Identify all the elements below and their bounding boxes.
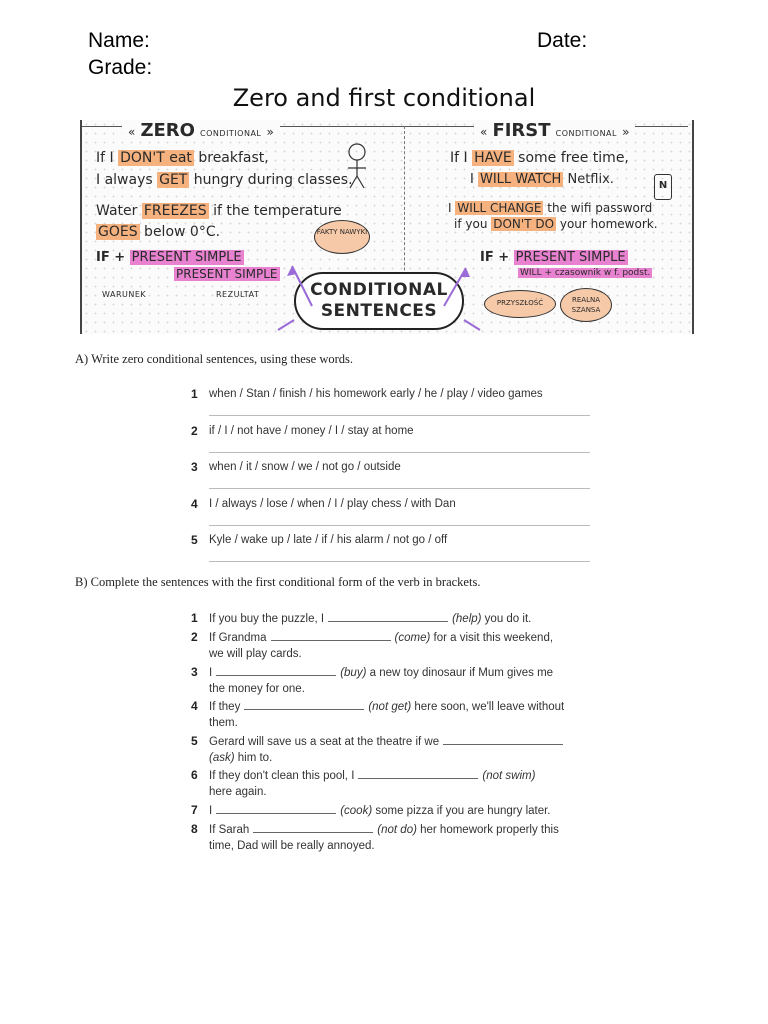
item-number: 5 [191,533,198,547]
answer-blank[interactable] [358,767,478,779]
sentence-end: you do it. [481,613,532,625]
prompt-text: if / I / not have / money / I / stay at home [209,425,414,437]
prompt-text: I / always / lose / when / I / play chess / with Dan [209,498,456,510]
verb-hint: (not do) [377,824,417,836]
verb-hint: (not get) [368,701,412,713]
sentence [209,629,599,662]
answer-line[interactable] [209,488,590,489]
sentence-continuation: here again. [209,786,267,798]
sentence-start: I [209,805,213,817]
item-number: 6 [191,768,198,782]
sentence-end: her homework properly this [416,824,559,836]
sentence-start: If they [209,701,241,713]
zero-formula-line1: IF + PRESENT SIMPLE [96,250,242,265]
zero-heading: « ZERO CONDITIONAL » [122,120,280,141]
rezultat-label: REZULTAT [216,290,260,299]
verb-hint: (buy) [340,667,367,679]
date-label: Date: [537,29,588,52]
sentence-start: If they don't clean this pool, I [209,770,355,782]
item-number: 8 [191,822,198,836]
sentence-start: Gerard will save us a seat at the theatre if we [209,736,440,748]
item-number: 3 [191,665,198,679]
verb-hint: (not swim) [482,770,536,782]
center-line2: SENTENCES [320,301,438,321]
przyszlosc-cloud: PRZYSZŁOŚĆ [484,290,556,318]
first-example-line3: I WILL CHANGE the wifi password [448,201,653,215]
stick-figure-icon [340,142,374,190]
item-number: 4 [191,497,198,511]
sentence-start: If Grandma [209,632,267,644]
answer-blank[interactable] [271,629,391,641]
section-a-instruction: A) Write zero conditional sentences, using these words. [75,352,354,366]
answer-blank[interactable] [216,802,336,814]
phone-icon: N [654,174,672,200]
answer-blank[interactable] [253,821,373,833]
prompt-text: Kyle / wake up / late / if / his alarm / not go / off [209,534,448,546]
item-number: 5 [191,734,198,748]
sentence-start: If you buy the puzzle, I [209,613,325,625]
item-number: 2 [191,630,198,644]
verb-hint: (help) [452,613,482,625]
warunek-label: WARUNEK [102,290,147,299]
sentence-end: for a visit this weekend, [430,632,554,644]
section-b-instruction: B) Complete the sentences with the first conditional form of the verb in brackets. [75,575,481,589]
sentence [209,698,599,731]
sentence-end: here soon, we'll leave without [411,701,565,713]
name-label: Name: [88,29,150,52]
item-number: 2 [191,424,198,438]
sentence-continuation: time, Dad will be really annoyed. [209,840,375,852]
item-number: 7 [191,803,198,817]
item-number: 1 [191,611,198,625]
sentence-start: I [209,667,213,679]
item-number: 3 [191,460,198,474]
sentence [209,733,599,766]
page-title: Zero and first conditional [232,84,536,112]
zero-example-line2: I always GET hungry during classes. [96,172,353,188]
prompt-text: when / it / snow / we / not go / outside [209,461,401,473]
verb-hint: (ask) [209,752,235,764]
zero-example-line4: GOES below 0°C. [98,224,221,240]
sentence-continuation: the money for one. [209,683,305,695]
sentence [209,802,599,819]
answer-blank[interactable] [443,733,563,745]
fakty-cloud: FAKTY NAWYKI [314,220,370,254]
sentence [209,664,599,697]
item-number: 1 [191,387,198,401]
sentence-continuation: we will play cards. [209,648,302,660]
item-number: 4 [191,699,198,713]
answer-line[interactable] [209,452,590,453]
first-heading: « FIRST CONDITIONAL » [474,120,635,141]
answer-line[interactable] [209,561,590,562]
sentence [209,767,599,800]
answer-line[interactable] [209,525,590,526]
verb-hint: (cook) [340,805,373,817]
answer-line[interactable] [209,415,590,416]
answer-blank[interactable] [244,698,364,710]
sentence [209,821,599,854]
first-example-line4: if you DON'T DO your homework. [454,217,658,231]
sentence [209,610,599,627]
first-formula-line2: WILL + czasownik w f. podst. [520,268,651,278]
first-example-line2: I WILL WATCH Netflix. [470,172,614,187]
sentence-end: a new toy dinosaur if Mum gives me [366,667,554,679]
zero-example-line1: If I DON'T eat breakfast, [96,150,269,166]
verb-hint: (come) [394,632,431,644]
sentence-continuation: him to. [234,752,273,764]
zero-formula-line2: PRESENT SIMPLE [176,267,278,281]
arrows-decoration [274,254,484,334]
sentence-continuation: them. [209,717,238,729]
sentence-start: If Sarah [209,824,250,836]
answer-blank[interactable] [216,664,336,676]
sentence-end: some pizza if you are hungry later. [372,805,551,817]
zero-example-line3: Water FREEZES if the temperature [96,203,342,219]
answer-blank[interactable] [328,610,448,622]
center-line1: CONDITIONAL [310,280,448,300]
prompt-text: when / Stan / finish / his homework early / he / play / video games [209,388,543,400]
grade-label: Grade: [88,56,153,79]
realna-szansa-cloud: REALNA SZANSA [560,288,612,322]
first-formula-line1: IF + PRESENT SIMPLE [480,250,626,265]
conditional-infographic [80,120,694,334]
first-example-line1: If I HAVE some free time, [450,150,629,166]
